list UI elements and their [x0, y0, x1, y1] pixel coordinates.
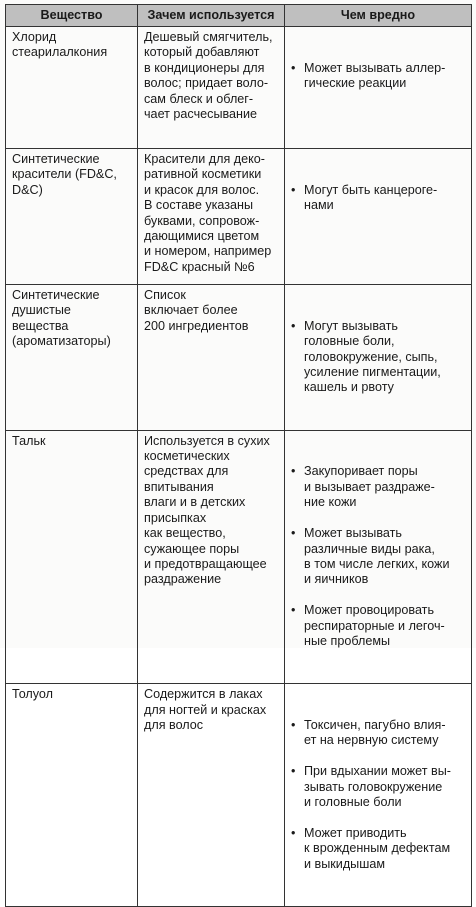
header-harm: Чем вредно	[285, 5, 472, 27]
harm-item: • При вдыхании может вы- зывать головокружение и головные боли	[289, 764, 467, 810]
harm-item: • Могут вызывать головные боли, головокружение, сыпь, усиление пигментации, кашель и рвоту	[289, 319, 467, 396]
purpose-cell: Используется в сухих косметических средствах для впитывания влаги и в детских присыпках как вещество, сужающее поры и предотвращающее раздражение	[138, 430, 285, 684]
harm-list	[289, 303, 467, 411]
purpose-cell: Красители для деко- ративной косметики и красок для волос. В составе указаны буквами, сопровож- дающимися цветом и номером, например FD&C красный №6	[138, 149, 285, 285]
purpose-cell: Дешевый смягчитель, который добавляют в кондиционеры для волос; придает воло- сам блеск и облег- чает расчесывание	[138, 27, 285, 149]
harm-list	[289, 449, 467, 665]
table-row	[6, 27, 472, 149]
substance-cell: Толуол	[6, 684, 138, 907]
harm-item: • Может вызывать аллер- гические реакции	[289, 61, 467, 92]
substance-cell: Синтетические красители (FD&C, D&C)	[6, 149, 138, 285]
harm-cell	[285, 684, 472, 907]
substance-cell: Синтетические душистые вещества (ароматизаторы)	[6, 285, 138, 431]
harm-list	[289, 45, 467, 107]
ingredients-table	[5, 4, 472, 907]
harm-item: • Могут быть канцероге- нами	[289, 183, 467, 214]
harm-item: • Закупоривает поры и вызывает раздраже- ние кожи	[289, 464, 467, 510]
harm-list	[289, 703, 467, 888]
harm-cell	[285, 285, 472, 431]
table-header-row	[6, 5, 472, 27]
harm-cell	[285, 430, 472, 684]
harm-item: • Может вызывать различные виды рака, в том числе легких, кожи и яичников	[289, 526, 467, 588]
harm-item: • Токсичен, пагубно влия- ет на нервную систему	[289, 718, 467, 749]
table-row	[6, 285, 472, 431]
table-row	[6, 149, 472, 285]
table-row	[6, 684, 472, 907]
substance-cell: Тальк	[6, 430, 138, 684]
harm-item: • Может провоцировать респираторные и легоч- ные проблемы	[289, 603, 467, 649]
harm-cell	[285, 149, 472, 285]
header-purpose: Зачем используется	[138, 5, 285, 27]
harm-list	[289, 167, 467, 229]
header-substance: Вещество	[6, 5, 138, 27]
purpose-cell: Список включает более 200 ингредиентов	[138, 285, 285, 431]
purpose-cell: Содержится в лаках для ногтей и красках для волос	[138, 684, 285, 907]
substance-cell: Хлорид стеарилалкония	[6, 27, 138, 149]
table-row	[6, 430, 472, 684]
harm-item: • Может приводить к врожденным дефектам и выкидышам	[289, 826, 467, 872]
harm-cell	[285, 27, 472, 149]
